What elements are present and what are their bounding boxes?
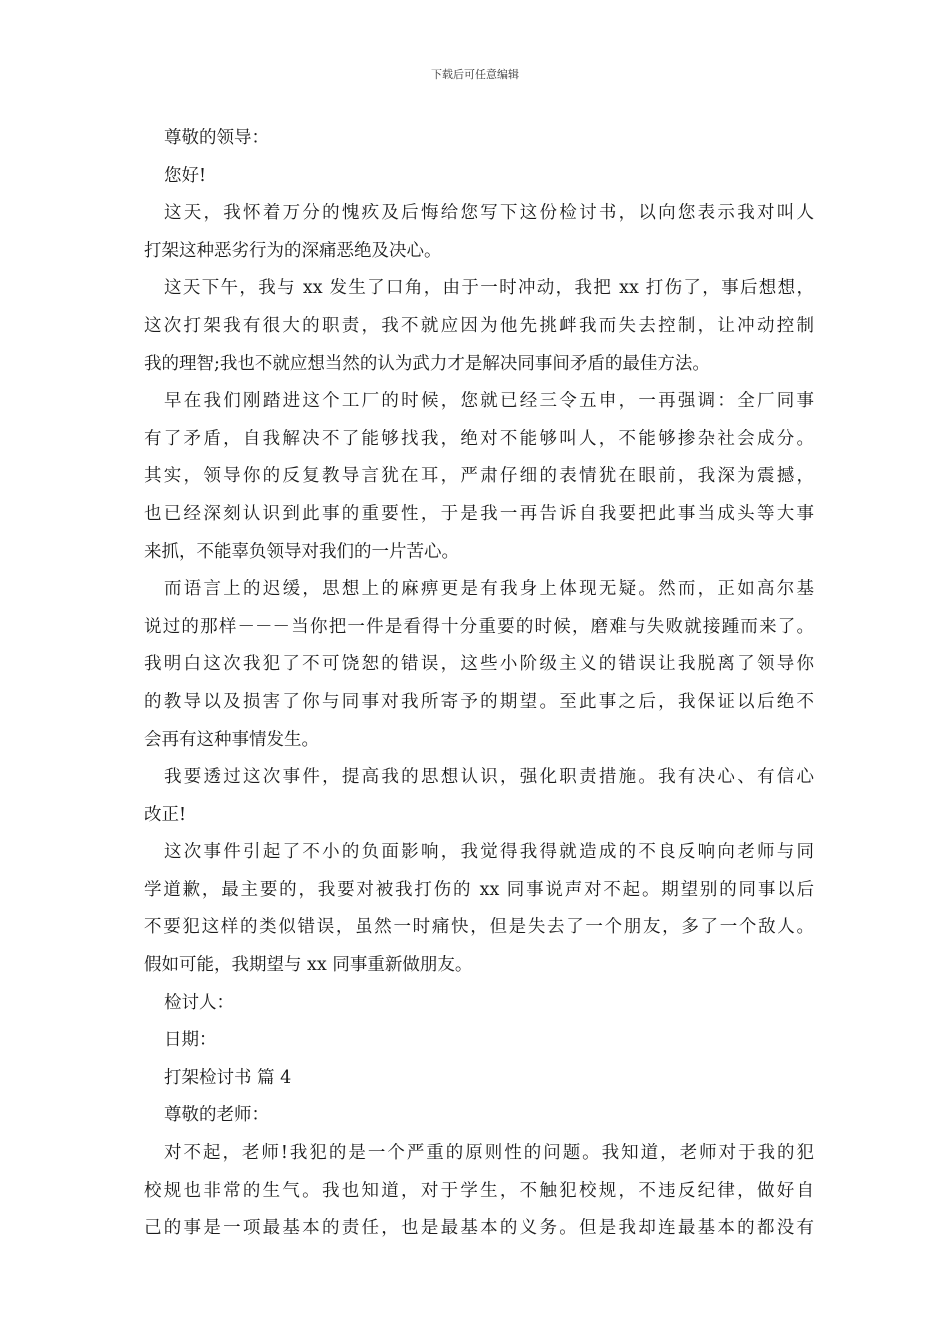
text-line: 学道歉，最主要的，我要对被我打伤的 xx 同事说声对不起。期望别的同事以后 <box>144 879 814 900</box>
page-header-note: 下载后可任意编辑 <box>431 68 519 81</box>
text-line: 我要透过这次事件，提高我的思想认识，强化职责措施。我有决心、有信心 <box>164 767 814 788</box>
text-line: 打架这种恶劣行为的深痛恶绝及决心。 <box>144 240 442 261</box>
text-line: 这次打架我有很大的职责，我不就应因为他先挑衅我而失去控制，让冲动控制 <box>144 315 814 336</box>
text-line: 日期： <box>164 1030 217 1051</box>
text-line: 其实，领导你的反复教导言犹在耳，严肃仔细的表情犹在眼前，我深为震撼， <box>144 466 814 487</box>
text-line: 而语言上的迟缓，思想上的麻痹更是有我身上体现无疑。然而，正如高尔基 <box>164 579 814 600</box>
text-line: 说过的那样－－－当你把一件是看得十分重要的时候，磨难与失败就接踵而来了。 <box>144 616 814 637</box>
text-line: 校规也非常的生气。我也知道，对于学生，不触犯校规，不违反纪律，做好自 <box>144 1180 814 1201</box>
text-line: 我明白这次我犯了不可饶恕的错误，这些小阶级主义的错误让我脱离了领导你 <box>144 654 814 675</box>
text-line: 您好! <box>164 165 207 186</box>
text-line: 有了矛盾，自我解决不了能够找我，绝对不能够叫人，不能够掺杂社会成分。 <box>144 428 814 449</box>
text-line: 会再有这种事情发生。 <box>144 729 319 750</box>
text-line: 己的事是一项最基本的责任，也是最基本的义务。但是我却连最基本的都没有 <box>144 1218 814 1239</box>
text-line: 检讨人： <box>164 992 234 1013</box>
text-line: 来抓，不能辜负领导对我们的一片苦心。 <box>144 541 459 562</box>
text-line: 改正! <box>144 804 187 825</box>
text-line: 也已经深刻认识到此事的重要性，于是我一再告诉自我要把此事当成头等大事 <box>144 503 814 524</box>
document-body <box>144 120 814 1248</box>
text-line: 尊敬的老师： <box>164 1105 269 1126</box>
text-line: 这天，我怀着万分的愧疚及后悔给您写下这份检讨书，以向您表示我对叫人 <box>164 203 814 224</box>
text-line: 打架检讨书 篇 4 <box>164 1067 292 1088</box>
text-line: 假如可能，我期望与 xx 同事重新做朋友。 <box>144 955 473 976</box>
text-line: 不要犯这样的类似错误，虽然一时痛快，但是失去了一个朋友，多了一个敌人。 <box>144 917 814 938</box>
text-line: 这天下午，我与 xx 发生了口角，由于一时冲动，我把 xx 打伤了，事后想想， <box>164 278 814 299</box>
text-line: 早在我们刚踏进这个工厂的时候，您就已经三令五申，一再强调：全厂同事 <box>164 391 814 412</box>
text-line: 对不起，老师!我犯的是一个严重的原则性的问题。我知道，老师对于我的犯 <box>164 1143 814 1164</box>
text-line: 尊敬的领导： <box>164 128 269 148</box>
text-line: 我的理智;我也不就应想当然的认为武力才是解决同事间矛盾的最佳方法。 <box>144 353 710 374</box>
text-line: 的教导以及损害了你与同事对我所寄予的期望。至此事之后，我保证以后绝不 <box>144 691 814 712</box>
text-line: 这次事件引起了不小的负面影响，我觉得我得就造成的不良反响向老师与同 <box>164 842 814 863</box>
